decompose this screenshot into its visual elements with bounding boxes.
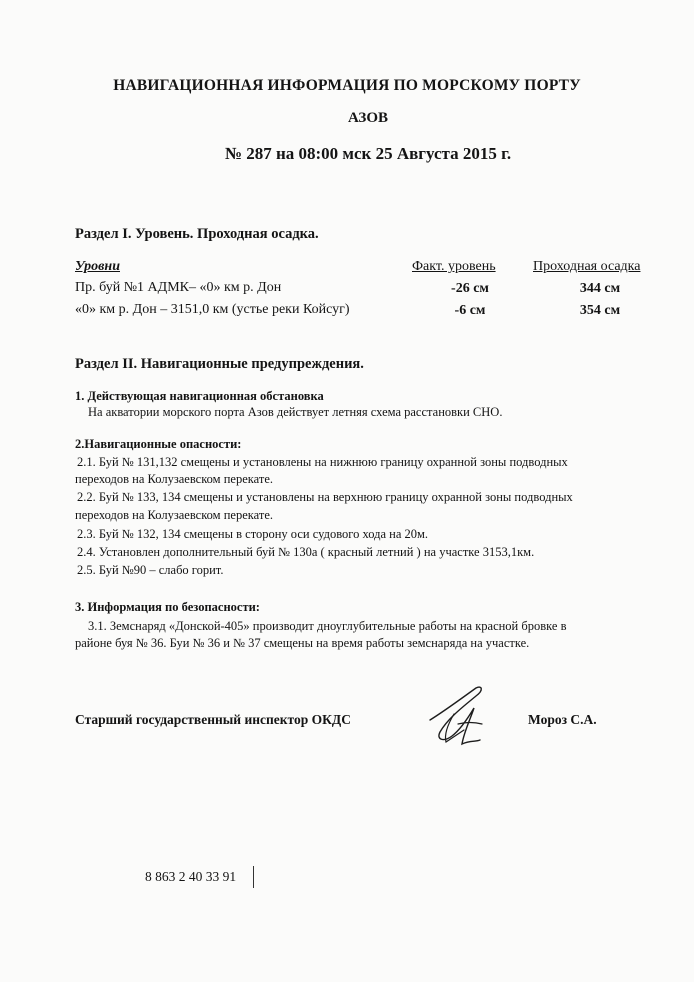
hazard-line: 2.1. Буй № 131,132 смещены и установлены на нижнюю границу охранной зоны подводных	[77, 455, 568, 469]
port-name: АЗОВ	[347, 110, 389, 126]
subsection1-title: 1. Действующая навигационная обстановка	[75, 389, 324, 403]
column-header-actual-level: Факт. уровень	[412, 259, 496, 274]
hazard-line: 2.4. Установлен дополнительный буй № 130а ( красный летний ) на участке 3153,1км.	[77, 545, 535, 559]
hazard-line: 2.2. Буй № 133, 134 смещены и установлены на верхнюю границу охранной зоны подводных	[77, 490, 573, 504]
contact-phone: 8 863 2 40 33 91	[145, 869, 237, 884]
subsection3-title: 3. Информация по безопасности:	[75, 600, 260, 614]
signer-name: Мороз С.А.	[528, 712, 597, 727]
section1-heading: Раздел I. Уровень. Проходная осадка.	[75, 226, 319, 242]
document-title: НАВИГАЦИОННАЯ ИНФОРМАЦИЯ ПО МОРСКОМУ ПОРТУ	[113, 77, 581, 94]
hazard-line: 2.5. Буй №90 – слабо горит.	[77, 563, 224, 577]
safety-line: 3.1. Земснаряд «Донской-405» производит дноуглубительные работы на красной бровке в	[88, 619, 567, 633]
row1-location: Пр. буй №1 АДМК– «0» км р. Дон	[75, 280, 282, 295]
column-header-draft: Проходная осадка	[533, 259, 641, 274]
column-header-levels: Уровни	[75, 259, 120, 274]
row1-level: -26 см	[451, 281, 489, 296]
handwritten-signature-icon	[418, 684, 508, 754]
subsection2-title: 2.Навигационные опасности:	[75, 437, 242, 451]
row2-location: «0» км р. Дон – 3151,0 км (устье реки Койсуг)	[75, 302, 350, 317]
row1-draft: 344 см	[579, 281, 621, 296]
signer-position: Старший государственный инспектор ОКДС	[75, 712, 351, 727]
section2-heading: Раздел II. Навигационные предупреждения.	[75, 356, 364, 372]
safety-line: районе буя № 36. Буи № 36 и № 37 смещены на время работы земснаряда на участке.	[75, 636, 530, 650]
report-number-date: № 287 на 08:00 мск 25 Августа 2015 г.	[224, 144, 512, 163]
hazard-line: переходов на Колузаевском перекате.	[75, 472, 273, 486]
subsection1-text: На акватории морского порта Азов действует летняя схема расстановки СНО.	[88, 405, 503, 419]
row2-level: -6 см	[454, 303, 486, 318]
text-cursor	[253, 866, 254, 888]
hazard-line: переходов на Колузаевском перекате.	[75, 508, 273, 522]
row2-draft: 354 см	[579, 303, 621, 318]
hazard-line: 2.3. Буй № 132, 134 смещены в сторону оси судового хода на 20м.	[77, 527, 429, 541]
